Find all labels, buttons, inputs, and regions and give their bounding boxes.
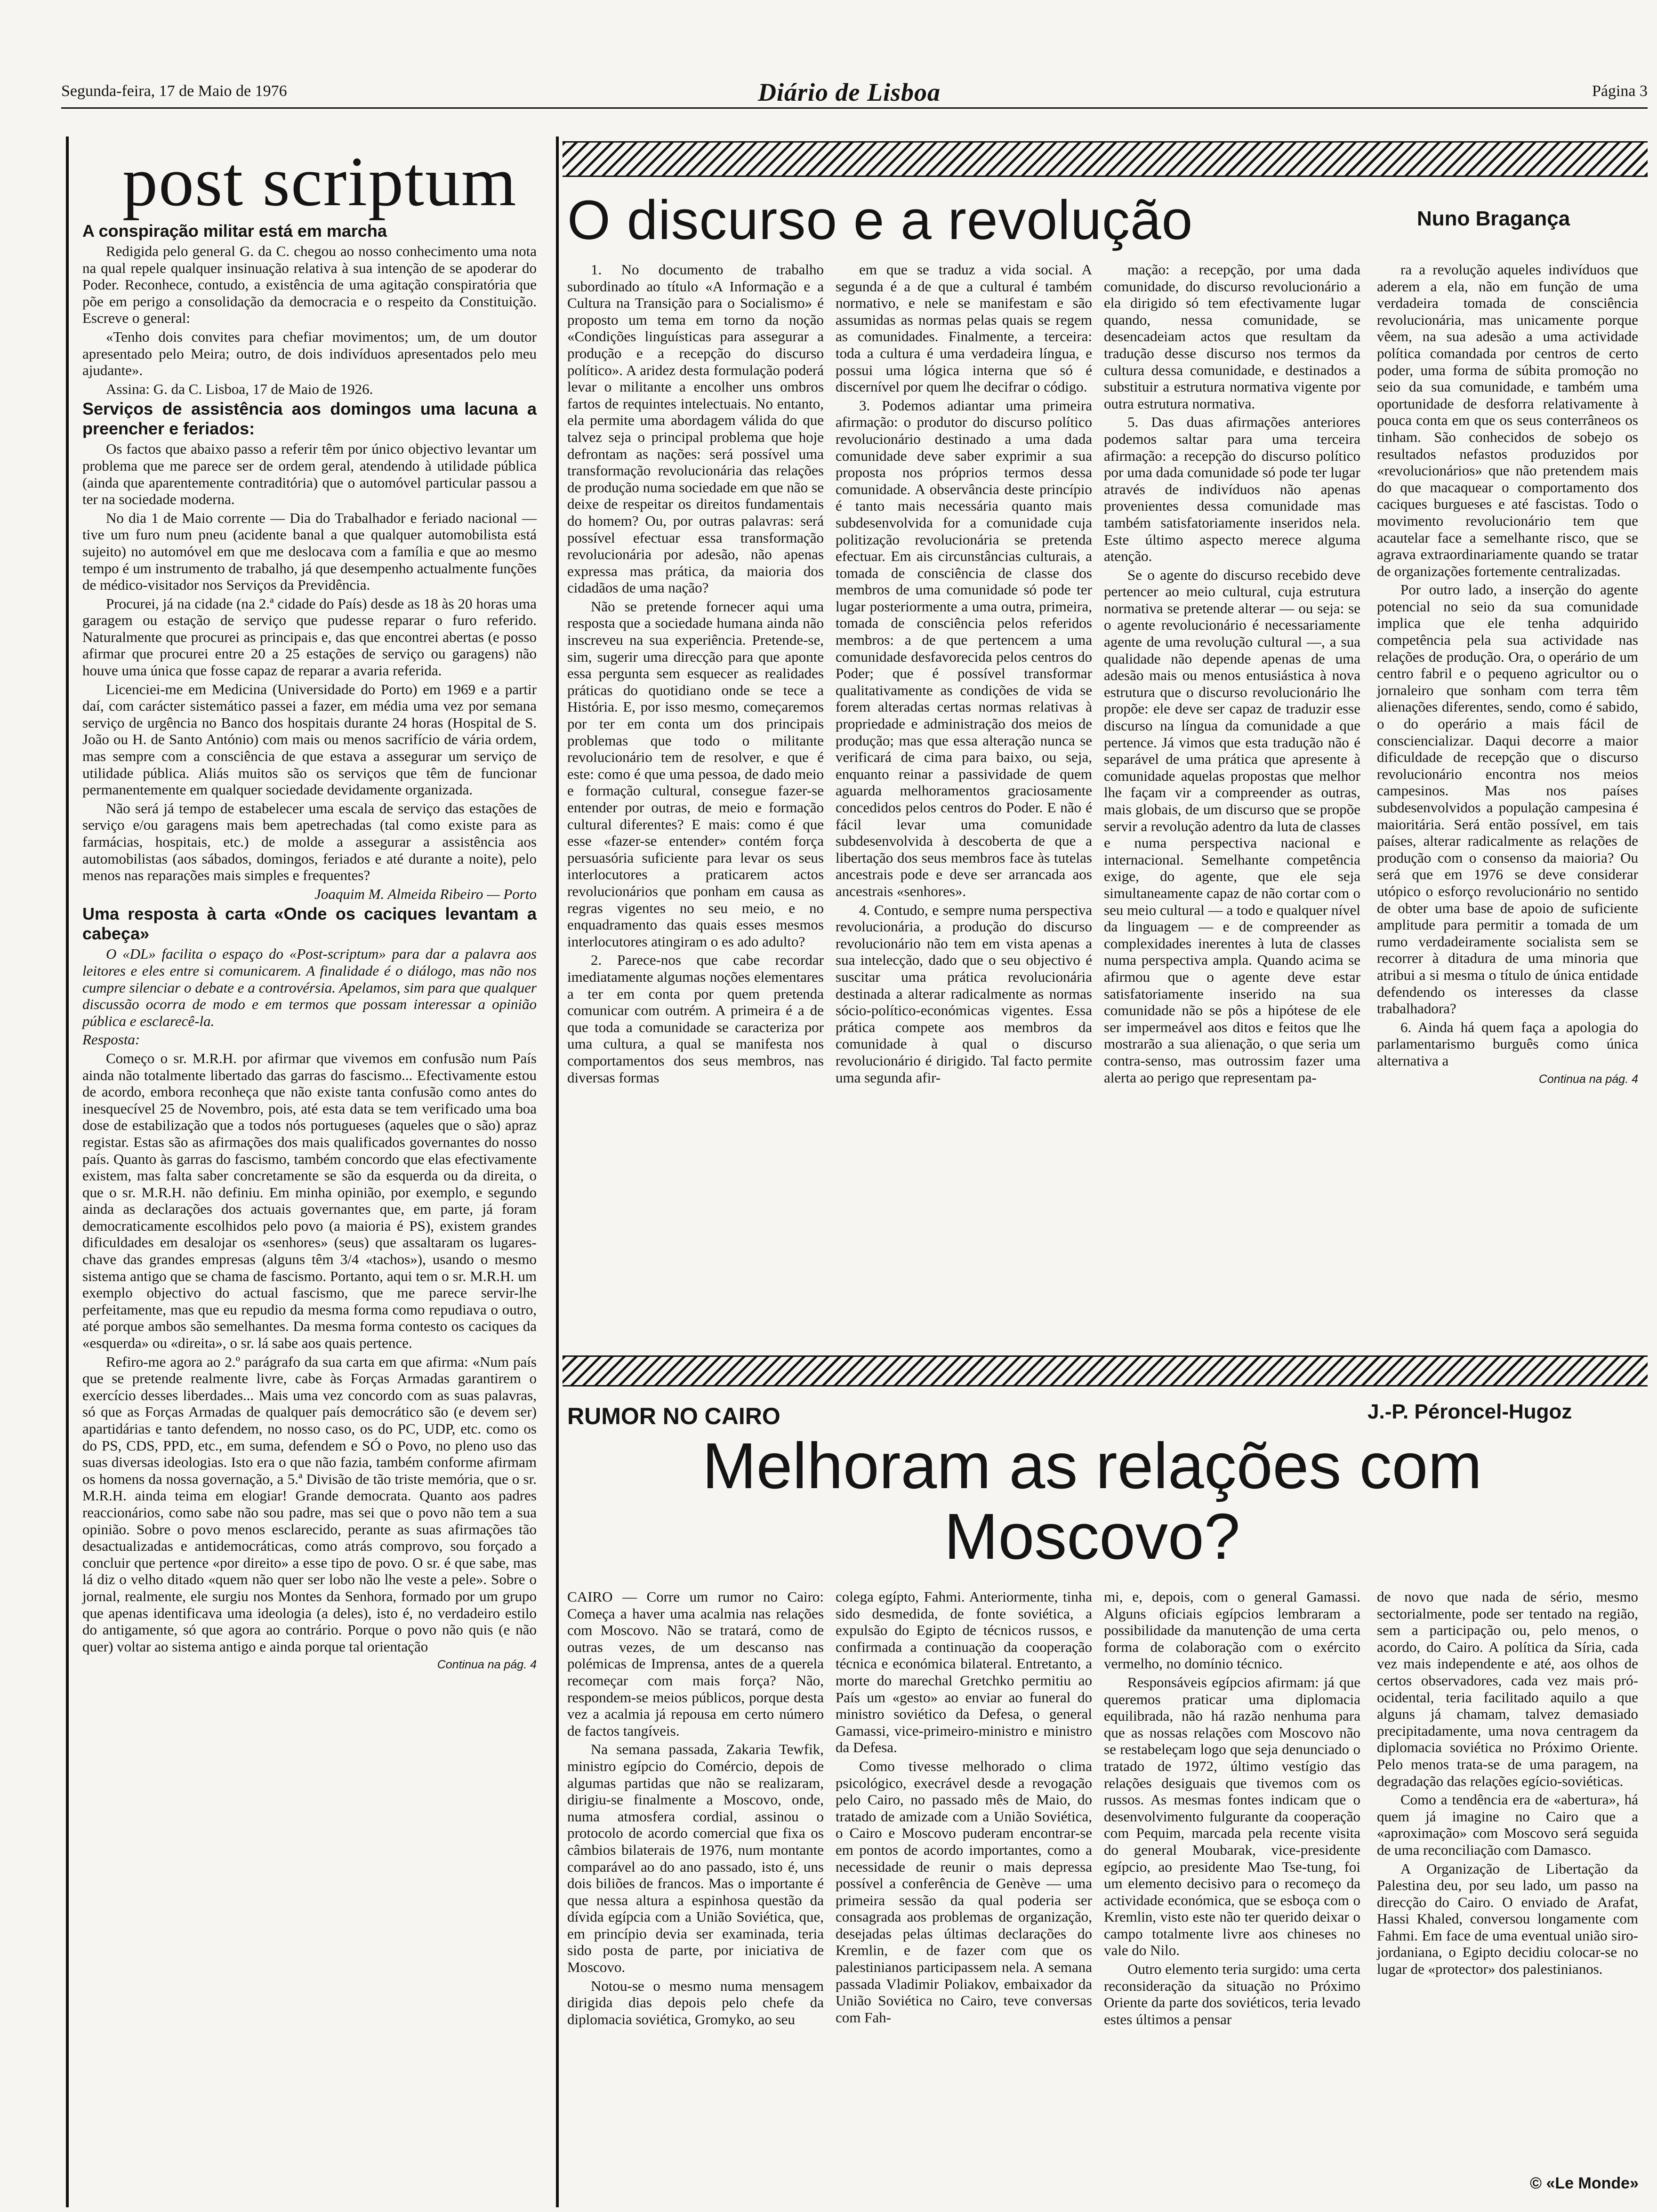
masthead <box>61 78 1648 111</box>
a2-c4-p2: Como a tendência era de «abertura», há quem já imagine no Cairo que a «aproximação» com Moscovo será seguida de uma reconciliação com Damasco. <box>1377 1791 1638 1858</box>
ps-s3-p2: Refiro-me agora ao 2.º parágrafo da sua carta em que afirma: «Num país que se pretende realmente livre, cabe às Forças Armadas garantirem o exercício desses liberdades... Mais uma vez concordo com as suas palavras, só que as Forças Armadas de qualquer país democrático são (e devem ser) apartidárias e tanto defendem, no nosso caso, os do PC, UDP, etc. como os do PS, CDS, PPD, etc., em suma, defendem e SÓ o Povo, no pleno uso das suas diversas ideologias. Isto era o que não fazia, também conforme afirmam os homens da nossa governação, a 5.ª Divisão de tão triste memória, que o sr. M.R.H. ainda teima em elogiar! Grande democrata. Quanto aos padres reaccionários, como sabe não sou padre, mas sei que o povo não tem a sua opinião. Sobre o povo menos esclarecido, perante as suas afirmações tão desactualizadas e antidemocráticas, como atrás comprovo, sou forçado a concluir que pertence «por direito» a esse tipo de povo. O sr. é que sabe, mas lá diz o velho ditado «quem não quer ser lobo não lhe veste a pele». Sobre o jornal, realmente, ele surgiu nos Montes da Senhora, formado por um grupo que apenas identificava uma ideologia (a deles), isto é, no verdadeiro estilo do antigamente, só que agora ao contrário. Porque o povo não quis (e não quer) voltar ao sistema antigo e ainda porque tal orientação <box>82 1353 537 1655</box>
article1-headline: O discurso e a revolução <box>567 189 1193 251</box>
article1-hatch-band <box>563 141 1648 177</box>
a1-c1-p3: 2. Parece-nos que cabe recordar imediatamente algumas noções elementares a ter em conta por quem pretenda comunicar com outrém. A primeira é a de que toda a comunidade se caracteriza por uma cultura, a qual se manifesta nos comportamentos dos seus membros, nas diversas formas <box>567 952 824 1086</box>
ps-s3-intro: O «DL» facilita o espaço do «Post-scriptum» para dar a palavra aos leitores e eles entre si comunicarem. A finalidade é o diálogo, mas não nos cumpre silenciar o debate e a controvérsia. Apelamos, sim para que qualquer discussão ocorra de modo e em termos que possam interessar a opinião pública e esclarecê-la. <box>82 946 537 1029</box>
a1-c2-p2: 3. Podemos adiantar uma primeira afirmação: o produtor do discurso político revolucionário destinado a uma dada comunidade deve saber exprimir a sua proposta nos próprios termos dessa comunidade. A observância deste princípio é tanto mais necessária quanto mais subdesenvolvida for a comunidade cuja politização revolucionária se pretenda efectuar. Em ais circunstâncias culturais, a tomada de consciência de classe dos membros de uma comunidade só pode ter lugar posteriormente a uma outra, primeira, tomada de consciência pelos referidos membros: a de que pertencem a uma comunidade desfavorecida pelos centros do Poder; que é possível transformar qualitativamente as condições de vida se forem alteradas certas normas relativas à propriedade e administração dos meios de produção; mas que essa alteração nunca se verificará de cima para baixo, ou seja, enquanto reinar a passividade de quem aguarda melhoramentos graciosamente concedidos pelos centros do Poder. E não é fácil levar uma comunidade subdesenvolvida à descoberta de que a libertação dos seus membros face às tutelas ancestrais pode e deve ser arrancada aos ancestrais «senhores». <box>836 397 1092 899</box>
a2-c3-p2: Responsáveis egípcios afirmam: já que queremos praticar uma diplomacia equilibrada, não há razão nenhuma para que as nossas relações com Moscovo não se restabeleçam logo que seja denunciado o tratado de 1972, último vestígio das relações desiguais que tivemos com os russos. As mesmas fontes indicam que o desenvolvimento fulgurante da cooperação com Pequim, marcada pela recente visita do general Moubarak, vice-presidente egípcio, ao presidente Mao Tse-tung, foi um elemento decisivo para o recomeço da actividade económica, que se esboça com o Kremlin, visto este não ter querido deixar o campo totalmente livre aos chineses no vale do Nilo. <box>1104 1674 1360 1959</box>
a2-c3-p1: mi, e, depois, com o general Gamassi. Alguns oficiais egípcios lembraram a possibilidade da manutenção de uma certa forma de colaboração com o exército vermelho, no domínio técnico. <box>1104 1588 1360 1672</box>
a1-c2-p3: 4. Contudo, e sempre numa perspectiva revolucionária, a produção do discurso revolucionário não tem em vista apenas a sua intelecção, dado que o seu objectivo é suscitar uma prática revolucionária destinada a alterar radicalmente as normas sócio-político-económicas vigentes. Essa prática compete aos membros da comunidade à qual o discurso revolucionário é dirigido. Tal facto permite uma segunda afir- <box>836 901 1092 1086</box>
ps-s1-p1: Redigida pelo general G. da C. chegou ao nosso conhecimento uma nota na qual repele qualquer insinuação relativa à sua intenção de se apoderar do Poder. Reconhece, contudo, a existência de uma agitação conspiratória que põe em perigo a consolidação da democracia e o respeito da Constituição. Escreve o general: <box>82 243 537 327</box>
ps-s3-p1: Começo o sr. M.R.H. por afirmar que vivemos em confusão num País ainda não totalmente libertado das garras do fascismo... Efectivamente estou de acordo, embora reconheça que não existe tanta confusão como antes do inesquecível 25 de Novembro, pois, até esta data se tem verificado uma boa dose de estabilização que a todos nós portugueses (aqueles que o são) apraz registar. Estas são as afirmações dos mais qualificados governantes do nosso país. Quanto às garras do fascismo, também concordo que elas efectivamente existem, mas falta saber concretamente se são da esquerda ou da direita, o que o sr. M.R.H. não definiu. Em minha opinião, por exemplo, e segundo ainda as declarações dos actuais governantes que, em parte, já foram democraticamente escolhidos pelo povo (a maioria é PS), existem grandes dificuldades em desalojar os «senhores» (seus) que assaltaram os lugares-chave das grandes empresas (alguns têm 3/4 «tachos»), usando o mesmo sistema antigo que se chama de fascismo. Portanto, aqui tem o sr. M.R.H. um exemplo objectivo do actual fascismo, que me parece servir-lhe perfeitamente, mas que eu repudio da mesma forma como repudiava o outro, até porque ambos são semelhantes. Da mesma forma contesto os caciques da «esquerda» ou «direita», o sr. lá sabe aos quais pertence. <box>82 1050 537 1352</box>
article2-hatch-band <box>563 1355 1648 1387</box>
ps-section-2-heading: Serviços de assistência aos domingos uma lacuna a preencher e feriados: <box>82 399 537 439</box>
a2-c4-p3: A Organização de Libertação da Palestina deu, por seu lado, um passo na direcção do Cairo. O enviado de Arafat, Hassi Khaled, conversou longamente com Fahmi. Em face de uma eventual união siro-jordaniana, o Egipto decidiu colocar-se no lugar de «protector» dos palestinianos. <box>1377 1860 1638 1978</box>
a1-c4-p3: 6. Ainda há quem faça a apologia do parlamentarismo burguês como única alternativa a <box>1377 1018 1638 1069</box>
ps-s1-signature: Assina: G. da C. Lisboa, 17 de Maio de 1926. <box>106 380 373 397</box>
a2-c1-p2: Na semana passada, Zakaria Tewfik, ministro egípcio do Comércio, depois de algumas partidas que não se realizaram, dirigiu-se finalmente a Moscovo, onde, numa atmosfera cordial, assinou o protocolo de acordo comercial que fixa os câmbios bilaterais de 1976, num montante comparável ao do ano passado, isto é, uns dois biliões de francos. Mas o importante é que nessa altura a espinhosa questão da dívida egípcia com a União Soviética, que, em princípio devia ser examinada, teria sido posta de parte, por iniciativa de Moscovo. <box>567 1741 824 1976</box>
article2-col-4 <box>1377 1588 1638 1980</box>
masthead-logo: Diário de Lisboa <box>758 78 941 106</box>
a1-c4-p2: Por outro lado, a inserção do agente potencial no seio da sua comunidade implica que ele tenha adquirido competência pela sua actividade nas relações de produção. Ora, o operário de um centro fabril e o pequeno agricultor ou o jornaleiro que sonham com terra têm alienações diferentes, sendo, como é sabido, o do operário a mais fácil de consciencializar. Daqui decorre a maior dificuldade de recepção que o discurso revolucionário encontra nos meios campesinos. Mas nos países subdesenvolvidos a população campesina é maioritária. Será então possível, em tais países, alterar radicalmente as relações de produção com o consenso da maioria? Ou será que em 1976 se deve considerar utópico o esforço revolucionário no sentido de obter uma base de apoio de suficiente amplitude para permitir a tomada de um rumo verdadeiramente socialista sem se recorrer à ditadura de uma minoria que atribui a si mesma o título de única entidade defendendo os interesses da classe trabalhadora? <box>1377 581 1638 1017</box>
article1-col-4 <box>1377 261 1638 1090</box>
article2-col-3 <box>1104 1588 1360 2029</box>
a2-c1-p1: CAIRO — Corre um rumor no Cairo: Começa a haver uma acalmia nas relações com Moscovo. Não se tratará, como de outras vezes, de um descanso nas polémicas de Imprensa, antes de a querela recomeçar com mais força? Não, respondem-se meios públicos, porque desta vez a acalmia já repousa em certo número de factos tangíveis. <box>567 1588 824 1739</box>
a1-c4-p1: ra a revolução aqueles indivíduos que aderem a ela, não em função de uma verdadeira tomada de consciência revolucionária, mas unicamente porque vêem, na sua adesão a uma actividade política comandada por centros de certo poder, uma forma de súbita promoção no seio da sua comunidade, e também uma oportunidade de desforra relativamente à pouca conta em que os seus conterrâneos os tinham. São conhecidos de sobejo os resultados nefastos produzidos por «revolucionários» que não pretendem mais do que macaquear o comportamento dos caciques burgueses e até fascistas. Todo o movimento revolucionário tem que acautelar face a semelhante risco, que se agrava extraordinariamente quando se tratar de organizações fortemente centralizadas. <box>1377 261 1638 579</box>
ps-s2-p2: No dia 1 de Maio corrente — Dia do Trabalhador e feriado nacional — tive um furo num pneu (acidente banal a que qualquer automobilista está sujeito) no automóvel em que me deslocava com a família e que ao mesmo tempo é um instrumento de trabalho, já que desempenho actualmente funções de médico-visitador nos Serviços da Previdência. <box>82 509 537 593</box>
a2-c3-p3: Outro elemento teria surgido: uma certa reconsideração da situação no Próximo Oriente da parte dos soviéticos, teria levado estes últimos a pensar <box>1104 1961 1360 2028</box>
ps-section-1-heading: A conspiração militar está em marcha <box>82 221 387 240</box>
article2-col-1 <box>567 1588 824 2029</box>
a1-c3-p1: mação: a recepção, por uma dada comunidade, do discurso revolucionário a ela dirigido só tem efectivamente lugar quando, nessa comunidade, se desencadeiam actos que resultam da tradução desse discurso nos termos da cultura dessa comunidade, e destinados a substituir a estrutura normativa vigente por outra estrutura normativa. <box>1104 261 1360 412</box>
a2-c4-p1: de novo que nada de sério, mesmo sectorialmente, pode ser tentado na região, sem a participação ou, pelo menos, o acordo, do Cairo. A política da Síria, cada vez mais independente e até, aos olhos de certos observadores, cada vez mais pró-ocidental, teria facilitado aquilo a que alguns já chamam, talvez demasiado precipitadamente, uma nova centragem da diplomacia soviética no Próximo Oriente. Pelo menos trata-se de uma paragem, na degradação das relações egício-soviéticas. <box>1377 1588 1638 1789</box>
ps-s2-p1: Os factos que abaixo passo a referir têm por único objectivo levantar um problema que me parece ser de ordem geral, atendendo à utilidade pública (ainda que aparentemente contraditória) que o automóvel particular passou a ter na sociedade moderna. <box>82 441 537 508</box>
a2-c2-p2: Como tivesse melhorado o clima psicológico, execrável desde a revogação pelo Cairo, no passado mês de Maio, do tratado de amizade com a União Soviética, o Cairo e Moscovo puderam encontrar-se em pontos de acordo importantes, como a necessidade de reunir o mais depressa possível a conferência de Genève — uma primeira sessão da qual poderia ser consagrada aos problemas de organização, desejadas pelas últimas declarações do Kremlin, e de fazer com que os palestinianos participassem nela. A semana passada Vladimir Poliakov, embaixador da União Soviética no Cairo, teve conversas com Fah- <box>836 1757 1092 2026</box>
ps-s1-p2: «Tenho dois convites para chefiar movimentos; um, de um doutor apresentado pelo Meira; outro, de dois indivíduos apresentados pelo meu ajudante». <box>82 328 537 379</box>
ps-section-3-heading: Uma resposta à carta «Onde os caciques levantam a cabeça» <box>82 904 537 944</box>
masthead-date: Segunda-feira, 17 de Maio de 1976 <box>61 82 287 100</box>
a2-c1-p3: Notou-se o mesmo numa mensagem dirigida dias depois pelo chefe da diplomacia soviética, Gromyko, ao seu <box>567 1977 824 2028</box>
ps-s2-p4: Licenciei-me em Medicina (Universidade do Porto) em 1969 e a partir daí, com carácter sistemático passei a fazer, em média uma vez por semana serviço de urgência no Banco dos hospitais durante 24 horas (Hospital de S. João ou H. de Santo António) com mais ou menos sacrifício de vária ordem, mas sempre com a consciência de que estava a assegurar um serviço de utilidade pública. Aliás muitos são os serviços que têm de funcionar permanentemente em qualquer sociedade devidamente organizada. <box>82 681 537 798</box>
a1-c3-p2: 5. Das duas afirmações anteriores podemos saltar para uma terceira afirmação: a recepção do discurso político por uma dada comunidade só pode ter lugar através de indivíduos não apenas provenientes dessa comunidade mas também satisfatoriamente inseridos nela. Este último aspecto merece alguma atenção. <box>1104 414 1360 565</box>
article2-col-2 <box>836 1588 1092 2028</box>
ps-continued-note: Continua na pág. 4 <box>437 1658 537 1672</box>
ps-s3-response-label: Resposta: <box>82 1031 140 1048</box>
postscriptum-title: post scriptum <box>122 143 517 221</box>
masthead-page: Página 3 <box>1592 82 1648 100</box>
a1-c1-p2: Não se pretende fornecer aqui uma resposta que a sociedade humana ainda não inscreveu na sua experiência. Pretende-se, sim, sugerir uma direcção para que aponte essa pergunta sem esquecer as realidades práticas do quotidiano onde se tece a História. E, por isso mesmo, começaremos por ter em conta um dos principais problemas que todo o militante revolucionário tem de resolver, e que é este: como é que uma pessoa, de dado meio e formação cultural, consegue fazer-se entender por outras, de meio e formação cultural diferentes? E mais: como é que esse «fazer-se entender» contém força persuasória suficiente para levar os seus interlocutores a praticarem actos revolucionários que ponham em causa as regras vigentes no seu meio, e no enquadramento das quais esses mesmos interlocutores atingiram o es ado adulto? <box>567 598 824 950</box>
article1-col-2 <box>836 261 1092 1088</box>
article2-credit: © «Le Monde» <box>1530 2174 1639 2192</box>
a1-c2-p1: em que se traduz a vida social. A segunda é a de que a cultural é também normativo, e nele se manifestam e são assumidas as normas pelas quais se regem as comunidades. Finalmente, a terceira: toda a cultura é uma verdadeira língua, e possui uma lógica interna que só é discernível por quem lhe decifrar o código. <box>836 261 1092 395</box>
article2-author: J.-P. Péroncel-Hugoz <box>1367 1400 1572 1423</box>
article1-author: Nuno Bragança <box>1417 207 1570 230</box>
ps-s2-signature: Joaquim M. Almeida Ribeiro — Porto <box>314 885 537 902</box>
ps-s2-p5: Não será já tempo de estabelecer uma escala de serviço das estações de serviço e/ou garagens mais bem apetrechadas (tal como existe para as farmácias, hospitais, etc.) de molde a assegurar a assistência aos automobilistas (aos sábados, domingos, feriados e até durante a noite), pelo menos nas reparações mais simples e frequentes? <box>82 800 537 884</box>
article2-headline: Melhoram as relações com Moscovo? <box>702 1430 1482 1573</box>
article1-col-1 <box>567 261 824 1088</box>
a1-continued-note: Continua na pág. 4 <box>1538 1072 1638 1086</box>
ps-s2-p3: Procurei, já na cidade (na 2.ª cidade do País) desde as 18 às 20 horas uma garagem ou estação de serviço que pudesse reparar o furo referido. Naturalmente que procurei as principais e, das que encontrei abertas (e posso afirmar que procurei entre 20 a 25 estações de serviço ou garagens) não houve uma única que fosse capaz de reparar a avaria referida. <box>82 595 537 679</box>
article2-kicker: RUMOR NO CAIRO <box>567 1403 780 1429</box>
a1-c1-p1: 1. No documento de trabalho subordinado ao título «A Informação e a Cultura na Transição para o Socialismo» é proposto um tema em torno da noção «Condições linguísticas para assegurar a produção e a recepção do discurso político». A aridez desta formulação poderá levar o militante a encolher uns ombros fartos de requintes intelectuais. No entanto, ela permite uma abordagem válida do que talvez seja o principal problema que hoje defrontam as nações: será possível uma transformação revolucionária das relações de produção numa sociedade em que não se deixe de respeitar os direitos fundamentais do homem? Ou, por outras palavras: será possível efectuar essa transformação revolucionária por adesão, não apenas expressa mas prática, da maioria dos cidadãos de uma nação? <box>567 261 824 596</box>
a1-c3-p3: Se o agente do discurso recebido deve pertencer ao meio cultural, cuja estrutura normativa se pretende alterar — ou seja: se o agente revolucionário é necessariamente agente de uma revolução cultural —, a sua qualidade não depende apenas de uma adesão mais ou menos entusiástica à nova estrutura que o discurso revolucionário lhe propõe: ele deve ser capaz de traduzir esse discurso na língua da comunidade a que pertence. Já vimos que esta tradução não é separável de uma prática que apresente à comunidade aquelas propostas que melhor lhe façam vir a compreender as outras, mais globais, de um discurso que se propõe servir a revolução adentro da luta de classes e numa perspectiva nacional e internacional. Semelhante competência exige, do agente, que ele seja simultaneamente capaz de não cortar com o seu meio cultural — a todo e qualquer nível da linguagem — e de compreender as complexidades inerentes à luta de classes numa perspectiva ampla. Quando acima se afirmou que o agente deve estar satisfatoriamente inserido na sua comunidade não se pôs a hipótese de ele ser impermeável aos ditos e feitos que lhe mostrarão a sua alienação, o que seria um contra-senso, mas outrossim fazer uma alerta ao perigo que representam pa- <box>1104 566 1360 1086</box>
masthead-rule <box>61 107 1648 109</box>
article1-col-3 <box>1104 261 1360 1088</box>
a2-c2-p1: colega egípto, Fahmi. Anteriormente, tinha sido desmedida, de fonte soviética, a expulsão do Egipto de técnicos russos, e confirmada a continuação da cooperação técnica e económica bilateral. Entretanto, a morte do marechal Gretchko permitiu ao País um «gesto» ao enviar ao funeral do ministro soviético da Defesa, o general Gamassi, vice-primeiro-ministro e ministro da Defesa. <box>836 1588 1092 1756</box>
postscriptum-body <box>82 221 537 1675</box>
